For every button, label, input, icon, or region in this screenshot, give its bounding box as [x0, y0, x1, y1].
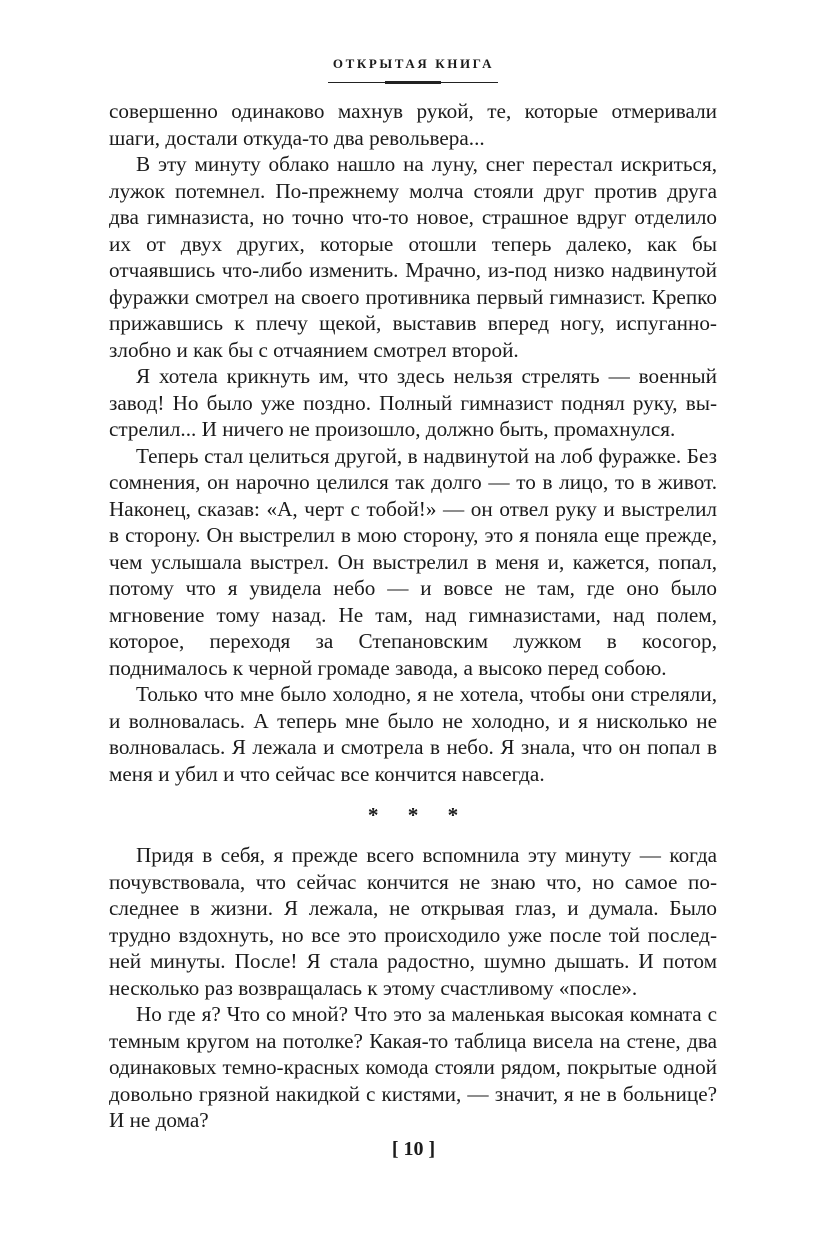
header-rule — [328, 82, 498, 83]
paragraph: В эту минуту облако нашло на луну, снег перестал искриться, лужок потемнел. По-прежнему молча стояли друг против друга два гимназиста, но точно что-то новое, страшное вдруг отделило их от двух других, которые отошли теперь далеко, как бы отчаявшись что-либо изменить. Мрачно, из-под низко надвинутой фуражки смотрел на своего противника первый гимназист. Крепко прижавшись к плечу щекой, выставив вперед ногу, испуганно-злобно и как бы с отчаянием смотрел второй. — [109, 152, 717, 362]
running-head: ОТКРЫТАЯ КНИГА — [332, 56, 495, 71]
paragraph: совершенно одинаково махнув рукой, те, которые отмеривали шаги, достали откуда-то два револьвера... — [109, 99, 717, 150]
paragraph: Только что мне было холодно, я не хотела, чтобы они стреляли, и волновалась. А теперь мне было не холодно, и я нисколько не волновалась. Я лежала и смотрела в небо. Я знала, что он попал в меня и убил и что сейчас все кончится навсегда. — [109, 682, 717, 786]
section-break: * * * — [367, 803, 471, 827]
page-number: [ 10 ] — [391, 1138, 436, 1160]
paragraph: Придя в себя, я прежде всего вспомнила эту минуту — когда почувствовала, что сейчас кончится не знаю что, но самое последнее в жизни. Я лежала, не открывая глаз, и думала. Было трудно вздохнуть, но все это происходило уже после той последней минуты. После! Я стала радостно, шумно дышать. И потом несколько раз возвращалась к этому счастливому «после». — [109, 843, 717, 1000]
paragraph: Я хотела крикнуть им, что здесь нельзя стрелять — военный завод! Но было уже поздно. Полный гимназист поднял руку, выстрелил... И ничего не произошло, должно быть, промахнулся. — [109, 364, 717, 441]
page-body — [109, 98, 717, 1134]
paragraph: Теперь стал целиться другой, в надвинутой на лоб фуражке. Без сомнения, он нарочно целился так долго — то в лицо, то в живот. Наконец, сказав: «А, черт с тобой!» — он отвел руку и выстрелил в сторону. Он выстрелил в мою сторону, это я поняла еще прежде, чем услышала выстрел. Он выстрелил в меня и, кажется, попал, потому что я увидела небо — и вовсе не там, где оно было мгновение тому назад. Не там, над гимназистами, над полем, которое, переходя за Степановским лужком в косогор, поднималось к черной громаде завода, а высоко перед собою. — [109, 443, 717, 680]
paragraph: Но где я? Что со мной? Что это за маленькая высокая комната с темным кругом на потолке? Какая-то таблица висела на стене, два одинаковых темно-красных комода стояли рядом, покрытые одной довольно грязной накидкой с кистями, — значит, я не в больнице? И не дома? — [109, 1002, 717, 1132]
